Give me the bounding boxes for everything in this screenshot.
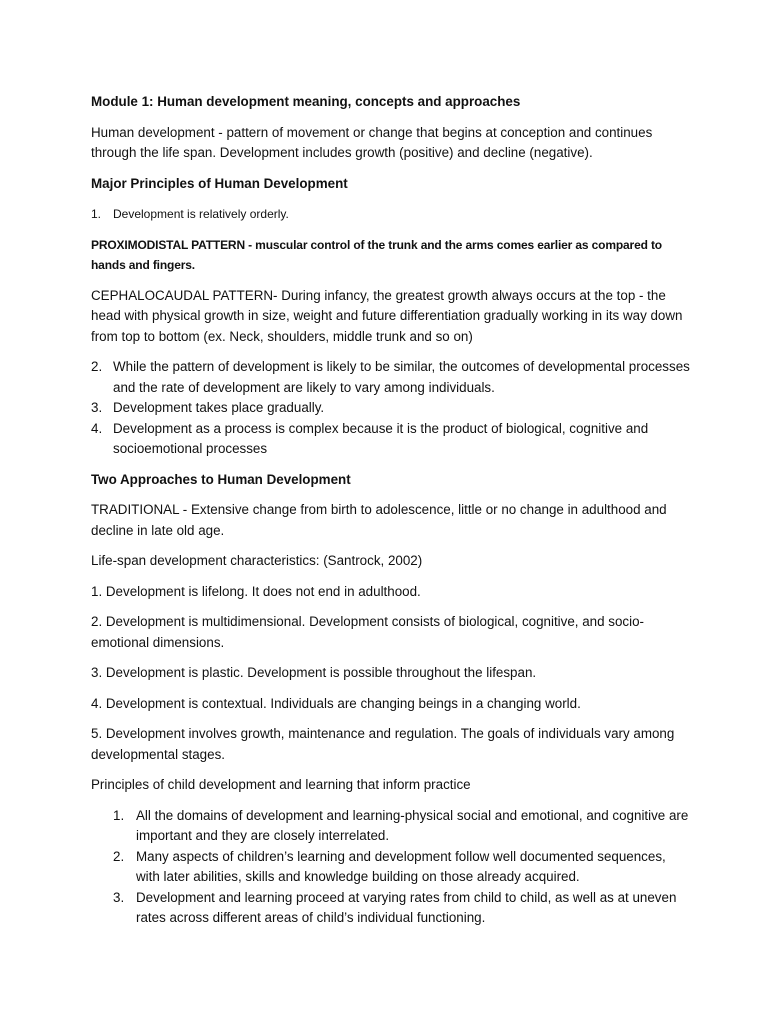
list-number: 2. [91, 359, 103, 374]
list-number: 4. [91, 420, 103, 436]
list-number: 3. [113, 889, 125, 905]
lifespan-item: 1. Development is lifelong. It does not end in adulthood. [91, 583, 421, 599]
traditional-paragraph: TRADITIONAL - Extensive change from birth to adolescence, little or no change in adulthood and decline in late old age. [91, 502, 667, 538]
document-page [91, 92, 691, 929]
list-item [91, 357, 691, 398]
list-text: While the pattern of development is likely to be similar, the outcomes of developmental processes and the rate of development are likely to vary among individuals. [113, 359, 690, 395]
lifespan-heading: Life-span development characteristics: (Santrock, 2002) [91, 553, 423, 568]
list-text: Many aspects of children’s learning and development follow well documented sequences, with later abilities, skills and knowledge building on those already acquired. [136, 848, 666, 884]
approaches-heading: Two Approaches to Human Development [91, 471, 351, 487]
lifespan-item: 4. Development is contextual. Individuals are changing beings in a changing world. [91, 695, 581, 711]
list-item [91, 204, 691, 225]
proximodistal-paragraph: PROXIMODISTAL PATTERN - muscular control of the trunk and the arms comes earlier as compared to hands and fingers. [91, 237, 662, 272]
list-text: Development and learning proceed at varying rates from child to child, as well as at uneven rates across different areas of child’s individual functioning. [136, 889, 677, 925]
list-item [91, 847, 691, 888]
definition-paragraph: Human development - pattern of movement or change that begins at conception and continues through the life span. Development includes growth (positive) and decline (negative). [91, 124, 653, 160]
list-item [91, 806, 691, 847]
list-number: 3. [91, 400, 103, 415]
cephalocaudal-paragraph: CEPHALOCAUDAL PATTERN- During infancy, the greatest growth always occurs at the top - the head with physical growth in size, weight and future differentiation gradually working in its way down from top to bottom (ex. Neck, shoulders, middle trunk and so on) [91, 287, 683, 344]
principle-list-1 [91, 204, 691, 225]
list-item [91, 419, 691, 460]
list-text: All the domains of development and learning-physical social and emotional, and cognitive are important and they are closely interrelated. [136, 807, 689, 843]
principle-list-more [91, 357, 691, 460]
lifespan-item: 3. Development is plastic. Development is possible throughout the lifespan. [91, 665, 537, 680]
child-principles-heading: Principles of child development and learning that inform practice [91, 777, 471, 792]
list-text: Development is relatively orderly. [113, 207, 289, 221]
list-item [91, 888, 691, 929]
list-item [91, 398, 691, 419]
lifespan-item: 5. Development involves growth, maintenance and regulation. The goals of individuals vary among developmental stages. [91, 726, 675, 762]
child-principles-list [91, 806, 691, 929]
list-text: Development as a process is complex because it is the product of biological, cognitive and socioemotional processes [113, 420, 649, 456]
lifespan-item: 2. Development is multidimensional. Development consists of biological, cognitive, and socio-emotional dimensions. [91, 614, 645, 650]
module-title: Module 1: Human development meaning, concepts and approaches [91, 94, 521, 109]
list-number: 1. [113, 807, 125, 823]
list-text: Development takes place gradually. [113, 400, 325, 415]
list-number: 1. [91, 207, 102, 221]
list-number: 2. [113, 848, 125, 864]
principles-heading: Major Principles of Human Development [91, 175, 348, 191]
